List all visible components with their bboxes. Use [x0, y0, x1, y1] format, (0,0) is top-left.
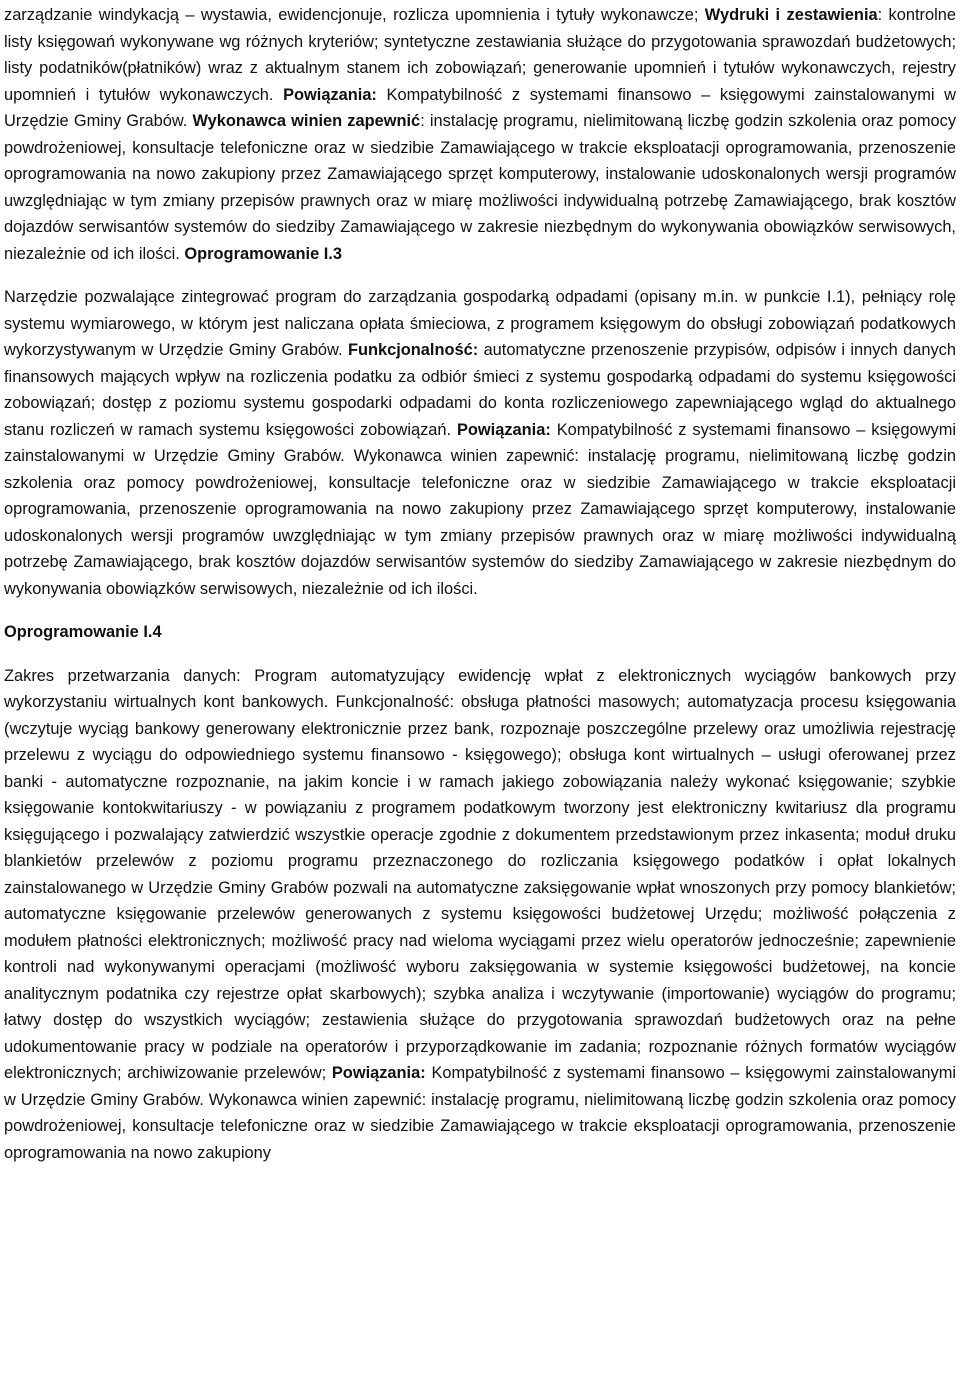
- bold-label-wykonawca: Wykonawca winien zapewnić: [192, 112, 421, 130]
- text-run: Kompatybilność z systemami finansowo – księgowymi zainstalowanymi w Urzędzie Gminy Grabów.: [4, 85, 956, 130]
- section-title-oprogramowanie-i3: Oprogramowanie I.3: [184, 244, 342, 263]
- text-run: : instalację programu, nielimitowaną liczbę godzin szkolenia oraz pomocy powdrożeniowej, konsultacje telefoniczne oraz w siedzibie Zamawiającego w trakcie eksploatacji oprogramowania, przenoszenie oprogramowania na nowo zakupiony przez Zamawiającego sprzęt komputerowy, instalowanie udoskonalonych wersji programów uwzględniając w tym zmiany przepisów prawnych oraz w miarę możliwości indywidualną potrzebę Zamawiającego, brak kosztów dojazdów serwisantów systemów do siedziby Zamawiającego w zakresie niezbędnym do wykonywania obowiązków serwisowych, niezależnie od ich ilości.: [4, 112, 957, 263]
- text-run: : kontrolne listy księgowań wykonywane wg różnych kryteriów; syntetyczne zestawiania służące do przygotowania sprawozdań budżetowych; listy podatników(płatników) wraz z aktualnym stanem ich zobowiązań; generowanie upomnień i tytułów wykonawczych, rejestry upomnień i tytułów wykonawczych.: [4, 6, 956, 104]
- paragraph-ewidencja-wplat: [4, 663, 956, 1167]
- paragraph-narzedzie-integracji: [4, 284, 956, 602]
- text-run: Zakres przetwarzania danych: Program automatyzujący ewidencję wpłat z elektronicznych wyciągów bankowych przy wykorzystaniu wirtualnych kont bankowych. Funkcjonalność: obsługa płatności masowych; automatyzacja procesu księgowania (wczytuje wyciąg bankowy generowany elektronicznie przez bank, rozpoznaje poszczególne przelewy oraz umożliwia rejestrację przelewu z wyciągu do odpowiedniego systemu finansowo - księgowego); obsługa kont wirtualnych – usługi oferowanej przez banki - automatyczne rozpoznanie, na jakim koncie i w ramach jakiego zobowiązania należy wykonać księgowanie; szybkie księgowanie kontokwitariuszy - w powiązaniu z programem podatkowym tworzony jest elektroniczny kwitariusz dla programu księgującego i pozwalający zatwierdzić wszystkie operacje zgodnie z dokumentem przedstawionym przez inkasenta; moduł druku blankietów przelewów z poziomu programu przeznaczonego do rozliczania księgowego podatków i opłat lokalnych zainstalowanego w Urzędzie Gminy Grabów pozwali na automatyczne zaksięgowanie wpłat wnoszonych przy pomocy blankietów; automatyczne księgowanie przelewów generowanych z systemu księgowości budżetowej Urzędu; możliwość połączenia z modułem płatności elektronicznych; możliwość pracy nad wieloma wyciągami przez wielu operatorów jednocześnie; zapewnienie kontroli nad wykonywanymi operacjami (możliwość wyboru zaksięgowania w systemie księgowości budżetowej, na koncie analitycznym podatnika czy rejestrze opłat skarbowych); szybka analiza i wczytywanie (importowanie) wyciągów do programu; łatwy dostęp do wszystkich wyciągów; zestawienia służące do przygotowania sprawozdań budżetowych oraz na pełne udokumentowanie pracy w podziale na operatorów i przyporządkowanie im zadania; rozpoznanie różnych formatów wyciągów elektronicznych; archiwizowanie przelewów;: [4, 666, 956, 1082]
- bold-label-powiazania: Powiązania:: [331, 1064, 426, 1082]
- text-run: zarządzanie windykacją – wystawia, ewidencjonuje, rozlicza upomnienia i tytuły wykonawcze;: [4, 6, 705, 24]
- bold-label-wydruki: Wydruki i zestawienia: [704, 6, 878, 24]
- text-run: automatyczne przenoszenie przypisów, odpisów i innych danych finansowych mających wpływ na rozliczenia podatku za odbiór śmieci z systemu gospodarką odpadami do systemu księgowości zobowiązań; dostęp z poziomu systemu gospodarki odpadami do konta rozliczeniowego zapewniającego wgląd do aktualnego stanu rozliczeń w ramach systemu księgowości zobowiązań.: [4, 341, 956, 439]
- text-run: Kompatybilność z systemami finansowo – księgowymi zainstalowanymi w Urzędzie Gminy Grabów. Wykonawca winien zapewnić: instalację programu, nielimitowaną liczbę godzin szkolenia oraz pomocy powdrożeniowej, konsultacje telefoniczne oraz w siedzibie Zamawiającego w trakcie eksploatacji oprogramowania, przenoszenie oprogramowania na nowo zakupiony przez Zamawiającego sprzęt komputerowy, instalowanie udoskonalonych wersji programów uwzględniając w tym zmiany przepisów prawnych oraz w miarę możliwości indywidualną potrzebę Zamawiającego, brak kosztów dojazdów serwisantów systemów do siedziby Zamawiającego w zakresie niezbędnym do wykonywania obowiązków serwisowych, niezależnie od ich ilości.: [4, 420, 956, 598]
- section-heading-oprogramowanie-i4: Oprogramowanie I.4: [4, 623, 162, 641]
- paragraph-windykacja: [4, 2, 956, 267]
- bold-label-funkcjonalnosc: Funkcjonalność:: [347, 341, 479, 359]
- text-run: Narzędzie pozwalające zintegrować program do zarządzania gospodarką odpadami (opisany m.in. w punkcie I.1), pełniący rolę systemu wymiarowego, w którym jest naliczana opłata śmieciowa, z programem księgowym do obsługi zobowiązań podatkowych wykorzystywanym w Urzędzie Gminy Grabów.: [4, 288, 956, 359]
- bold-label-powiazania: Powiązania:: [456, 420, 551, 439]
- text-run: Kompatybilność z systemami finansowo – księgowymi zainstalowanymi w Urzędzie Gminy Grabów. Wykonawca winien zapewnić: instalację programu, nielimitowaną liczbę godzin szkolenia oraz pomocy powdrożeniowej, konsultacje telefoniczne oraz w siedzibie Zamawiającego w trakcie eksploatacji oprogramowania, przenoszenie oprogramowania na nowo zakupiony: [4, 1064, 956, 1162]
- bold-label-powiazania: Powiązania:: [283, 85, 377, 104]
